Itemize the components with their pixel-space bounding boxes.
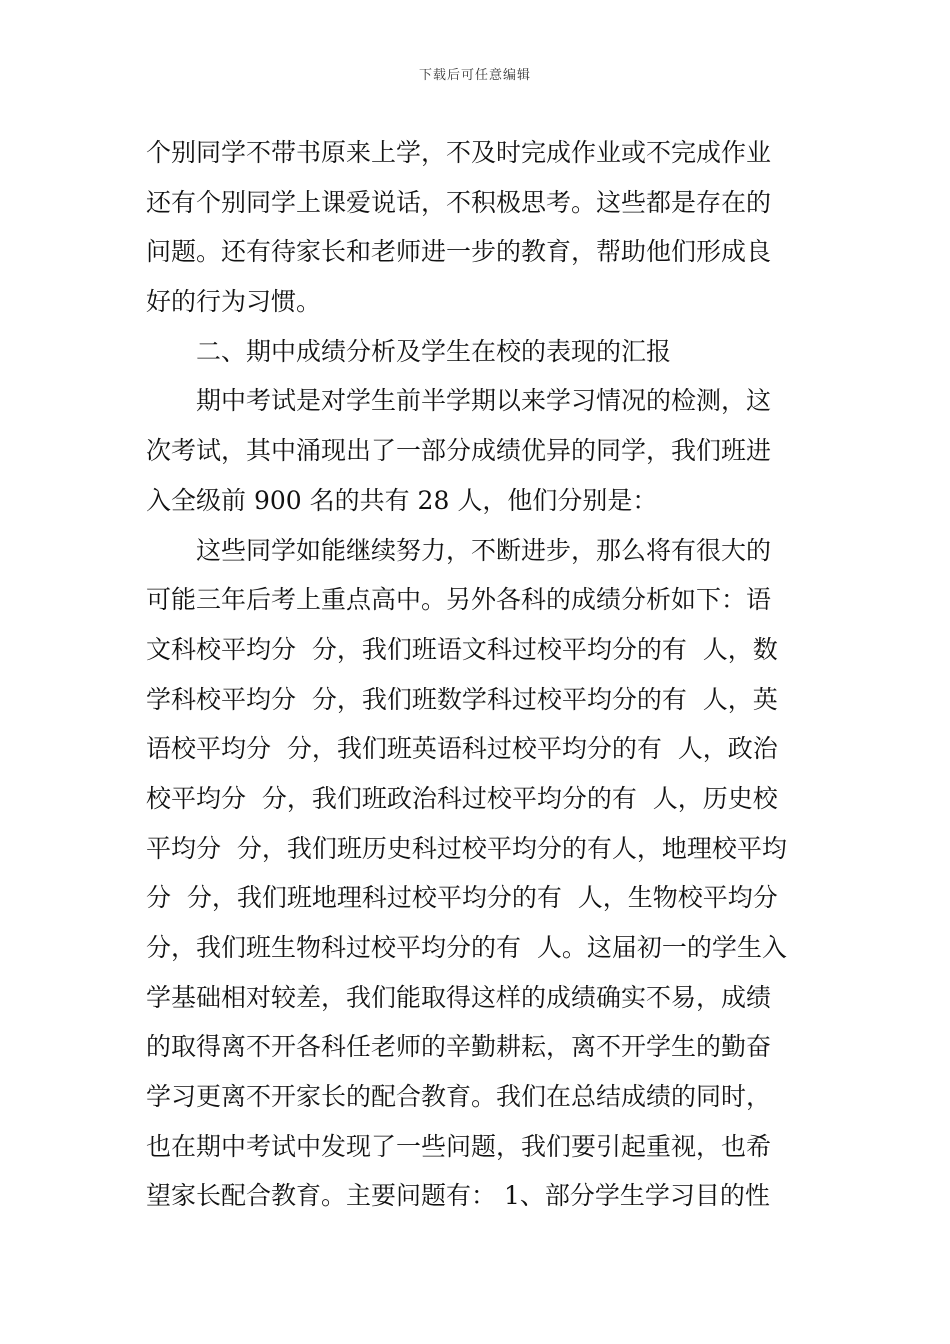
text-line: 个别同学不带书原来上学，不及时完成作业或不完成作业 bbox=[146, 138, 772, 167]
text-line: 还有个别同学上课爱说话，不积极思考。这些都是存在的 bbox=[146, 187, 772, 217]
text-line: 分，我们班生物科过校平均分的有 人。这届初一的学生入 bbox=[146, 933, 787, 962]
text-line: 学科校平均分 分，我们班数学科过校平均分的有 人，英 bbox=[146, 684, 778, 714]
section-heading: 二、期中成绩分析及学生在校的表现的汇报 bbox=[196, 336, 672, 366]
text-line: 次考试，其中涌现出了一部分成绩优异的同学，我们班进 bbox=[146, 436, 772, 466]
text-line: 问题。还有待家长和老师进一步的教育，帮助他们形成良 bbox=[146, 237, 772, 267]
text-line: 入全级前 900 名的共有 28 人，他们分别是： bbox=[146, 485, 658, 515]
page-header: 下载后可任意编辑 bbox=[418, 68, 531, 83]
text-line: 期中考试是对学生前半学期以来学习情况的检测，这 bbox=[196, 386, 772, 416]
text-line: 好的行为习惯。 bbox=[146, 287, 322, 317]
text-line: 文科校平均分 分，我们班语文科过校平均分的有 人，数 bbox=[146, 634, 778, 664]
text-line: 学习更离不开家长的配合教育。我们在总结成绩的同时， bbox=[146, 1082, 772, 1112]
text-line: 也在期中考试中发现了一些问题，我们要引起重视，也希 bbox=[146, 1131, 772, 1161]
text-line: 学基础相对较差，我们能取得这样的成绩确实不易，成绩 bbox=[146, 982, 772, 1012]
text-line: 分 分，我们班地理科过校平均分的有 人，生物校平均分 bbox=[146, 883, 778, 913]
document-body bbox=[146, 128, 806, 1221]
text-line: 这些同学如能继续努力，不断进步，那么将有很大的 bbox=[196, 535, 772, 565]
text-line: 平均分 分，我们班历史科过校平均分的有人，地理校平均 bbox=[146, 833, 787, 863]
text-line: 可能三年后考上重点高中。另外各科的成绩分析如下：语 bbox=[146, 585, 772, 615]
text-line: 的取得离不开各科任老师的辛勤耕耘，离不开学生的勤奋 bbox=[146, 1032, 772, 1062]
text-line: 校平均分 分，我们班政治科过校平均分的有 人，历史校 bbox=[146, 783, 778, 813]
text-line: 望家长配合教育。主要问题有： 1、部分学生学习目的性 bbox=[146, 1181, 770, 1211]
text-line: 语校平均分 分，我们班英语科过校平均分的有 人，政治 bbox=[146, 734, 778, 764]
